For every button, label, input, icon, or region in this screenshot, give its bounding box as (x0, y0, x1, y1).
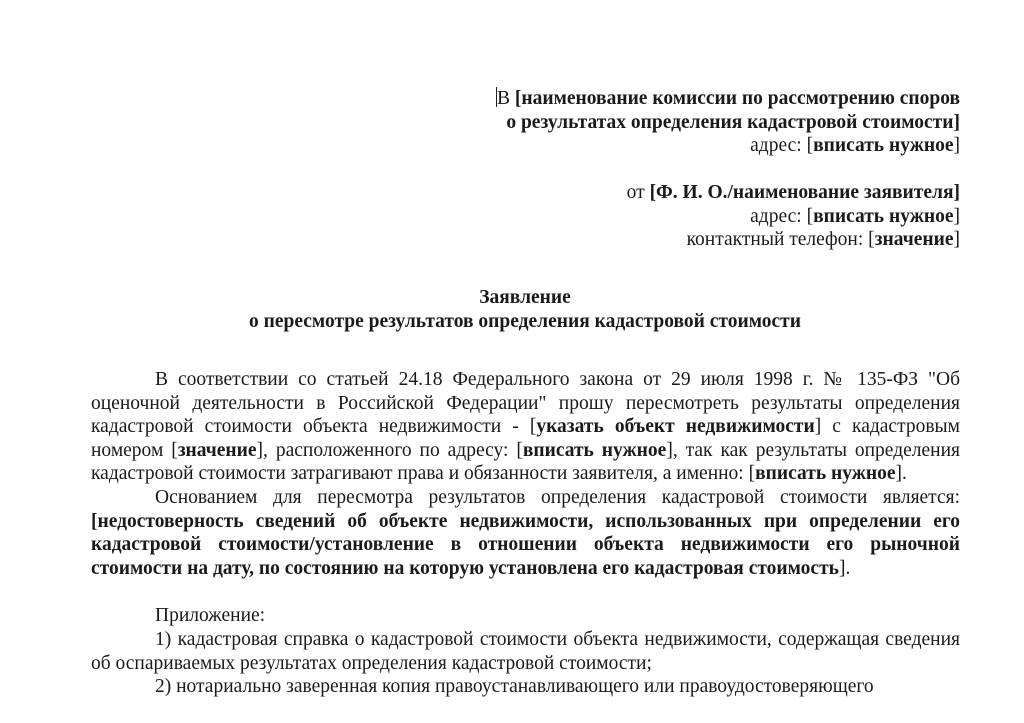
paragraph-grounds: Основанием для пересмотра результатов определения кадастровой стоимости является: [недостоверность сведений об объекте недвижимости, использованных при определении его кадастровой стоимости/установление в отношении объекта недвижимости его рыночной стоимости на дату, по состоянию на которую установлена его кадастровая стоимость]. (91, 486, 960, 579)
appendix-item: 1) кадастровая справка о кадастровой стоимости объекта недвижимости, содержащая сведения об оспариваемых результатах определения кадастровой стоимости; (91, 628, 960, 674)
addressee-line-2: о результатах определения кадастровой стоимости] (506, 111, 960, 133)
sender-name: от [Ф. И. О./наименование заявителя] (626, 182, 960, 203)
paragraph-request: В соответствии со статьей 24.18 Федерального закона от 29 июля 1998 г. № 135-ФЗ "Об оценочной деятельности в Российской Федерации" прошу пересмотреть результаты определения кадастровой стоимости объекта недвижимости - [указать объект недвижимости] с кадастровым номером [значение], расположенного по адресу: [вписать нужное], так как результаты определения кадастровой стоимости затрагивают права и обязанности заявителя, а именно: [вписать нужное]. (91, 369, 961, 485)
addressee-block (496, 87, 960, 158)
document-body (91, 368, 960, 699)
sender-phone: контактный телефон: [значение] (686, 229, 960, 250)
addressee-address: адрес: [вписать нужное] (750, 135, 960, 156)
title-line-2: о пересмотре результатов определения кадастровой стоимости (249, 311, 801, 332)
document-title (0, 286, 1024, 334)
addressee-line-1: В [наименование комиссии по рассмотрению споров (497, 88, 960, 109)
appendix-item: 2) нотариально заверенная копия правоустанавливающего или правоудостоверяющего (155, 676, 874, 698)
sender-address: адрес: [вписать нужное] (750, 205, 960, 227)
sender-block (627, 181, 960, 252)
appendix-heading: Приложение: (155, 605, 266, 627)
title-line-1: Заявление (479, 287, 571, 308)
